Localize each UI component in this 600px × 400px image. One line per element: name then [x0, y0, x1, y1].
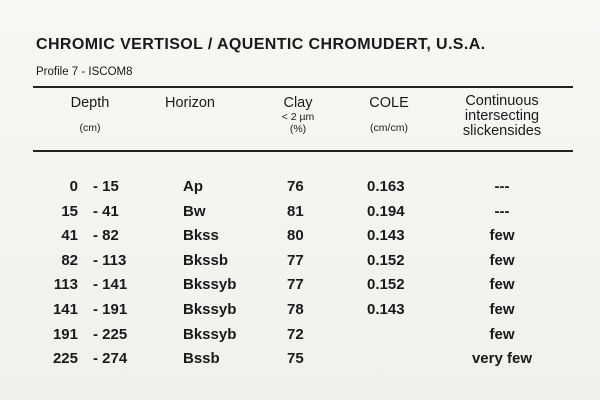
- cole-cell: 0.143: [367, 301, 405, 318]
- horizon-cell: Bw: [183, 202, 206, 220]
- horizon-cell: Bkss: [183, 227, 219, 245]
- cole-cell: 0.194: [367, 202, 405, 220]
- depth-from-cell: 82: [61, 251, 78, 269]
- cole-cell: 0.152: [367, 251, 405, 269]
- header-clay-unit: (%): [289, 123, 307, 135]
- clay-cell: 72: [287, 325, 304, 343]
- depth-from-cell: 225: [52, 350, 78, 368]
- header-slick-line1: Continuous: [465, 93, 539, 109]
- horizon-cell: Bssb: [183, 350, 220, 368]
- cole-cell: 0.163: [367, 178, 405, 195]
- header-depth-label: Depth: [70, 95, 110, 111]
- clay-cell: 75: [287, 350, 304, 368]
- slickensides-cell: few: [489, 276, 515, 294]
- depth-to-cell: - 15: [93, 178, 119, 195]
- cole-cell: 0.143: [367, 227, 405, 245]
- slickensides-cell: ---: [494, 178, 510, 195]
- depth-to-cell: - 82: [93, 227, 119, 245]
- depth-to-cell: - 141: [93, 276, 128, 294]
- slickensides-cell: ---: [494, 202, 510, 220]
- horizon-cell: Bkssyb: [183, 325, 237, 343]
- horizon-cell: Bkssyb: [183, 276, 237, 294]
- header-top-rule: [33, 86, 573, 88]
- depth-from-cell: 113: [53, 276, 78, 294]
- slickensides-cell: few: [489, 251, 515, 269]
- header-cole-label: COLE: [369, 95, 409, 111]
- clay-cell: 76: [287, 178, 304, 195]
- header-clay-label: Clay: [283, 95, 313, 111]
- header-horizon-label: Horizon: [165, 95, 215, 111]
- depth-to-cell: - 191: [93, 301, 128, 318]
- clay-cell: 78: [287, 301, 304, 318]
- header-depth-unit: (cm): [79, 122, 101, 134]
- depth-to-cell: - 41: [93, 202, 119, 220]
- clay-cell: 81: [287, 202, 304, 220]
- page-subtitle: Profile 7 - ISCOM8: [36, 66, 133, 78]
- depth-to-cell: - 274: [93, 350, 128, 368]
- depth-to-cell: - 225: [93, 325, 128, 343]
- header-cole: [352, 96, 426, 134]
- header-slick-line3: slickensides: [462, 123, 542, 139]
- depth-from-cell: 41: [61, 227, 78, 245]
- depth-from-cell: 0: [69, 178, 78, 195]
- slickensides-cell: few: [489, 227, 515, 245]
- header-cole-unit: (cm/cm): [370, 122, 408, 134]
- slickensides-cell: very few: [471, 350, 533, 368]
- depth-from-cell: 15: [61, 202, 78, 220]
- clay-cell: 77: [287, 276, 304, 294]
- header-slickensides: [440, 94, 564, 139]
- cole-cell: 0.152: [367, 276, 405, 294]
- depth-to-cell: - 113: [93, 251, 127, 269]
- header-clay-sub: < 2 µm: [281, 111, 315, 123]
- header-depth: [60, 96, 120, 134]
- horizon-cell: Ap: [183, 178, 203, 195]
- depth-from-cell: 191: [52, 325, 78, 343]
- header-clay: [268, 96, 328, 135]
- horizon-cell: Bkssyb: [183, 301, 237, 318]
- clay-cell: 77: [287, 251, 304, 269]
- clay-cell: 80: [287, 227, 304, 245]
- header-horizon: [148, 96, 232, 111]
- horizon-cell: Bkssb: [183, 251, 229, 269]
- slickensides-cell: few: [489, 301, 515, 318]
- slickensides-cell: few: [489, 325, 515, 343]
- header-slick-line2: intersecting: [464, 108, 540, 124]
- page-title: CHROMIC VERTISOL / AQUENTIC CHROMUDERT, U.S.A.: [36, 36, 486, 53]
- header-bottom-rule: [33, 150, 573, 152]
- depth-from-cell: 141: [52, 301, 78, 318]
